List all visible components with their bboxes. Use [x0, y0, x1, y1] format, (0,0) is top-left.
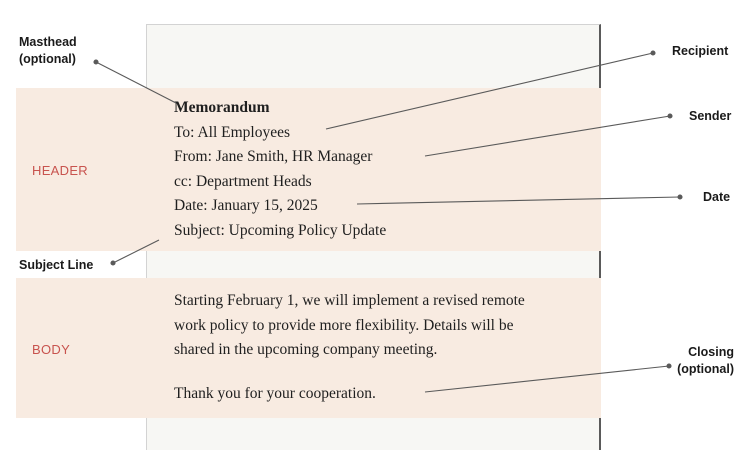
memo-from-line: From: Jane Smith, HR Manager: [174, 148, 373, 165]
memo-date-line: Date: January 15, 2025: [174, 197, 318, 214]
header-zone-label: HEADER: [32, 163, 88, 178]
memo-body-line: shared in the upcoming company meeting.: [174, 341, 438, 358]
subject-line-callout: Subject Line: [19, 258, 94, 272]
closing-leader-dot: [667, 364, 671, 368]
masthead-leader-dot: [94, 60, 98, 64]
body-zone-label: BODY: [32, 342, 71, 357]
memo-subject-line: Subject: Upcoming Policy Update: [174, 221, 387, 239]
recipient-leader-line: [326, 53, 653, 129]
memo-cc-line: cc: Department Heads: [174, 172, 312, 190]
masthead-callout-note: (optional): [19, 52, 76, 66]
memo-body-line: work policy to provide more flexibility. Details will be: [174, 316, 514, 334]
sender-callout: Sender: [689, 109, 732, 123]
subject-leader-line: [113, 240, 159, 263]
memo-title: Memorandum: [174, 99, 270, 116]
masthead-callout-title: Masthead: [19, 35, 77, 49]
memo-to-line: To: All Employees: [174, 123, 291, 141]
date-leader-dot: [678, 195, 682, 199]
memo-body-line: Starting February 1, we will implement a revised remote: [174, 292, 525, 309]
closing-leader-line: [425, 366, 669, 392]
date-callout: Date: [703, 190, 731, 204]
memo-closing-line: Thank you for your cooperation.: [174, 384, 376, 402]
masthead-leader-line: [96, 62, 176, 103]
subject-leader-dot: [111, 261, 115, 265]
date-leader-line: [357, 197, 680, 204]
sender-leader-dot: [668, 114, 672, 118]
closing-callout-title: Closing: [688, 345, 734, 359]
recipient-leader-dot: [651, 51, 655, 55]
closing-callout-note: (optional): [677, 362, 734, 376]
recipient-callout: Recipient: [672, 44, 729, 58]
sender-leader-line: [425, 116, 670, 156]
